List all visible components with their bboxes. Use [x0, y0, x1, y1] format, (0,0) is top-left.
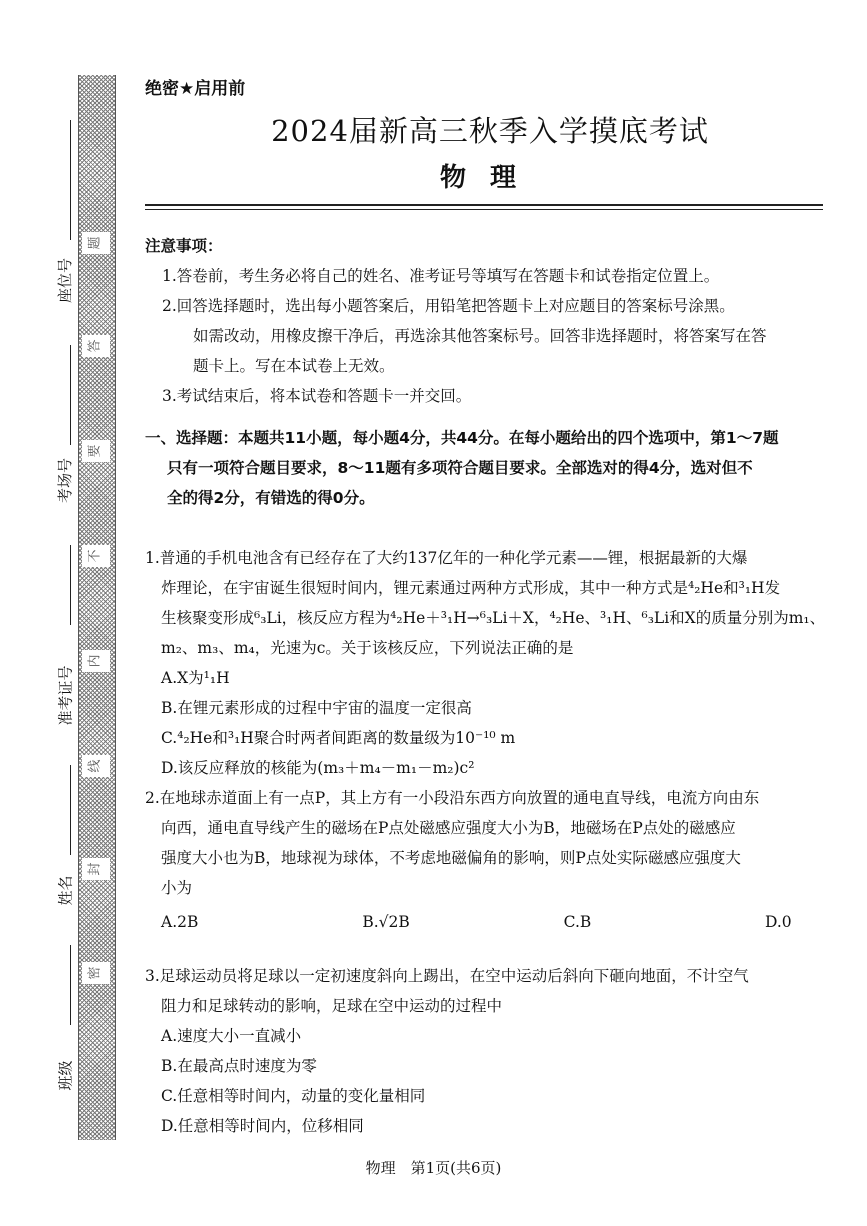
question-text: 1.普通的手机电池含有已经存在了大约137亿年的一种化学元素——锂，根据最新的大爆: [145, 549, 748, 567]
section-line: 只有一项符合题目要求，8～11题有多项符合题目要求。全部选对的得4分，选对但不: [167, 459, 753, 477]
note-item: 2.回答选择题时，选出每小题答案后，用铅笔把答题卡上对应题目的答案标号涂黑。: [162, 297, 735, 315]
section-line: 一、选择题：本题共11小题，每小题4分，共44分。在每小题给出的四个选项中，第1～7题: [145, 429, 779, 447]
question-2: [145, 783, 835, 937]
option-d: D.任意相等时间内，位移相同: [161, 1117, 364, 1135]
seal-char: 不: [82, 545, 110, 567]
option-b: B.在锂元素形成的过程中宇宙的温度一定很高: [161, 699, 472, 717]
question-text: 阻力和足球转动的影响，足球在空中运动的过程中: [161, 997, 503, 1015]
option-c: C.任意相等时间内，动量的变化量相同: [161, 1087, 426, 1105]
option-a: A.2B: [161, 913, 199, 931]
question-text: 炸理论，在宇宙诞生很短时间内，锂元素通过两种方式形成，其中一种方式是⁴₂He和³₁H发: [161, 579, 781, 597]
option-d: D.该反应释放的核能为(m₃＋m₄－m₁－m₂)c²: [161, 759, 475, 777]
field-line: [70, 545, 71, 625]
note-item: 3.考试结束后，将本试卷和答题卡一并交回。: [162, 387, 472, 405]
question-text: 向西，通电直导线产生的磁场在P点处磁感应强度大小为B，地磁场在P点处的磁感应: [161, 819, 736, 837]
admission-number-label: 准考证号: [56, 665, 75, 726]
question-1: [145, 543, 835, 783]
note-item: 1.答卷前，考生务必将自己的姓名、准考证号等填写在答题卡和试卷指定位置上。: [162, 267, 720, 285]
question-text: 强度大小也为B，地球视为球体，不考虑地磁偏角的影响，则P点处实际磁感应强度大: [161, 849, 741, 867]
name-label: 姓名: [56, 875, 75, 906]
seal-char: 封: [82, 858, 110, 880]
exam-notes: [145, 231, 835, 411]
exam-title: 2024届新高三秋季入学摸底考试: [271, 114, 709, 148]
seal-char: 内: [82, 650, 110, 672]
confidential-mark: 绝密★启用前: [145, 79, 246, 99]
page-footer: 物理 第1页(共6页): [365, 1159, 502, 1177]
field-line: [70, 765, 71, 855]
header-rule-thick: [145, 204, 823, 206]
class-label: 班级: [56, 1060, 75, 1091]
option-c: C.B: [563, 913, 592, 931]
option-b: B.√2B: [362, 913, 410, 931]
question-text: 2.在地球赤道面上有一点P，其上方有一小段沿东西方向放置的通电直导线，电流方向由东: [145, 789, 760, 807]
option-d: D.0: [764, 913, 792, 931]
seat-number-label: 座位号: [56, 257, 75, 304]
field-line: [70, 120, 71, 240]
options-row: [145, 907, 835, 937]
question-text: 小为: [161, 879, 193, 897]
exam-room-label: 考场号: [56, 457, 75, 504]
question-text: 生核聚变形成⁶₃Li，核反应方程为⁴₂He＋³₁H→⁶₃Li＋X，⁴₂He、³₁H、⁶₃Li和X的质量分别为m₁、: [161, 609, 826, 627]
seal-char: 题: [82, 232, 110, 254]
option-c: C.⁴₂He和³₁H聚合时两者间距离的数量级为10⁻¹⁰ m: [161, 729, 516, 747]
exam-page: [145, 76, 835, 1135]
field-line: [70, 345, 71, 445]
section-line: 全的得2分，有错选的得0分。: [167, 489, 375, 507]
header-rule-thin: [145, 209, 823, 210]
seal-char: 线: [82, 755, 110, 777]
option-a: A.速度大小一直减小: [161, 1027, 302, 1045]
binding-margin: [0, 0, 140, 1226]
section-heading: [145, 423, 835, 513]
field-line: [70, 945, 71, 1025]
option-a: A.X为¹₁H: [161, 669, 230, 687]
note-item-cont: 如需改动，用橡皮擦干净后，再选涂其他答案标号。回答非选择题时，将答案写在答: [193, 327, 767, 345]
notes-heading: 注意事项：: [145, 237, 223, 255]
seal-char: 密: [82, 962, 110, 984]
seal-char: 要: [82, 440, 110, 462]
note-item-cont: 题卡上。写在本试卷上无效。: [193, 357, 395, 375]
question-text: m₂、m₃、m₄，光速为c。关于该核反应，下列说法正确的是: [161, 639, 574, 657]
question-text: 3.足球运动员将足球以一定初速度斜向上踢出，在空中运动后斜向下砸向地面，不计空气: [145, 967, 749, 985]
seal-char: 答: [82, 335, 110, 357]
question-3: [145, 961, 835, 1141]
option-b: B.在最高点时速度为零: [161, 1057, 317, 1075]
subject-title: 物理: [439, 163, 540, 193]
